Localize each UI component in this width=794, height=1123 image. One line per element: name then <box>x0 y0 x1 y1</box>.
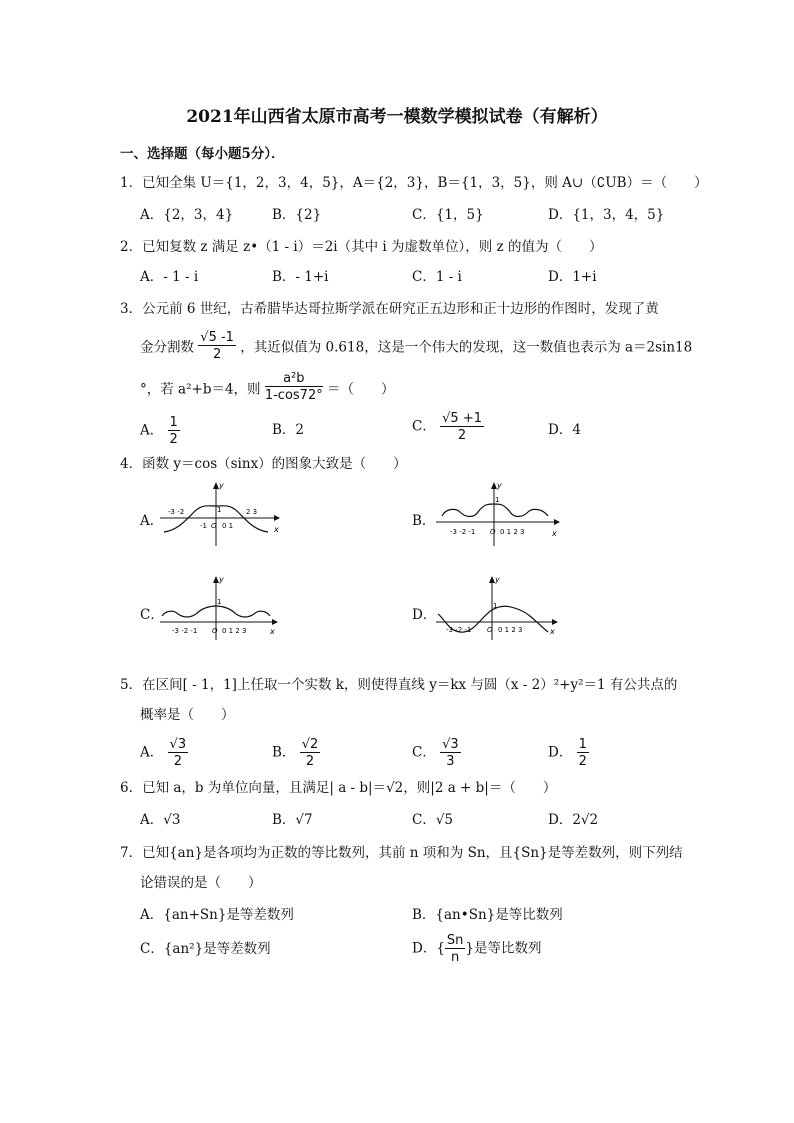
q5-option-d-numerator: 1 <box>578 737 587 752</box>
graph-c-y-label: y <box>219 576 224 584</box>
graph-a-x-label: x <box>274 525 279 534</box>
graph-d-pos-ticks: 0 1 2 3 <box>498 626 523 634</box>
graph-d-y-label: y <box>495 576 500 584</box>
graph-a-y-label: y <box>219 482 224 490</box>
q3-option-a-denominator: 2 <box>169 432 178 447</box>
q3-line1: 3．公元前 6 世纪，古希腊毕达哥拉斯学派在研究正五边形和正十边形的作图时，发现了黄 <box>120 301 659 317</box>
section-heading: 一、选择题（每小题5分）． <box>120 146 285 162</box>
graph-b-neg-ticks: -3 -2 -1 <box>450 528 476 536</box>
q4-stem: 4．函数 y＝cos（sinx）的图象大致是（ ） <box>120 456 407 472</box>
graph-b-curve <box>442 504 548 517</box>
q5-option-a-label: A． <box>140 744 164 761</box>
graph-d-x-arrow <box>552 619 558 625</box>
q1-option-b: B．{2} <box>272 207 322 223</box>
golden-ratio-numerator: √5 -1 <box>200 330 234 345</box>
q7-line2: 论错误的是（ ） <box>140 875 262 891</box>
q3-option-c-denominator: 2 <box>457 428 467 443</box>
q6-option-c: C．√5 <box>412 812 454 828</box>
q1-stem: 1．已知全集 U＝{1，2，3，4，5}，A＝{2，3}，B＝{1，3，5}，则 A∪（∁UB）＝（ ） <box>120 175 708 191</box>
q7-line1: 7．已知{an}是各项均为正数的等比数列，其前 n 项和为 Sn，且{Sn}是等差数列，则下列结 <box>120 845 683 861</box>
q1-option-c: C．{1，5} <box>412 207 484 223</box>
q5-option-d-denominator: 2 <box>578 754 587 769</box>
q2-stem: 2．已知复数 z 满足 z•（1 - i）＝2i（其中 i 为虚数单位），则 z 的值为（ ） <box>120 239 603 255</box>
q5-option-b-fraction <box>300 738 321 768</box>
q3-option-c-numerator: √5 +1 <box>442 411 482 426</box>
graph-d <box>436 576 560 640</box>
q5-line2: 概率是（ ） <box>140 707 235 723</box>
q5-line1: 5．在区间[ - 1，1]上任取一个实数 k，则使得直线 y＝kx 与圆（x - 2）²+y²＝1 有公共点的 <box>120 677 678 693</box>
q3-line2-post: ，其近似值为 0.618，这是一个伟大的发现，这一数值也表示为 a＝2sin18 <box>240 339 693 356</box>
q2-option-c: C．1 - i <box>412 269 462 285</box>
graph-d-origin: O <box>487 626 493 634</box>
q3-line3-post: ＝（ ） <box>327 381 395 398</box>
page-title: 2021年山西省太原市高考一模数学模拟试卷（有解析） <box>186 107 608 127</box>
q3-option-b: B．2 <box>272 422 305 438</box>
q3-expression-fraction <box>265 372 323 402</box>
q2-option-a: A．- 1 - i <box>140 269 199 285</box>
q5-option-d-label: D． <box>548 744 573 761</box>
q5-option-b-numerator: √2 <box>301 737 319 752</box>
graph-a-left-ticks: -3 -2 <box>168 508 185 516</box>
graph-c <box>160 576 280 640</box>
graph-d-x-label: x <box>550 627 555 636</box>
graph-b-x-arrow <box>554 519 560 525</box>
q6-option-a: A．√3 <box>140 812 181 828</box>
graph-c-x-label: x <box>270 627 275 636</box>
q7-option-a: A．{an+Sn}是等差数列 <box>140 907 294 923</box>
graph-c-origin: O <box>212 627 218 635</box>
q3-option-c-label: C． <box>412 418 436 435</box>
q5-option-a-numerator: √3 <box>169 737 187 752</box>
graph-b <box>436 482 562 546</box>
q4-option-a-label: A． <box>140 513 164 529</box>
q4-option-b-label: B． <box>412 513 436 529</box>
q3-option-c <box>412 412 484 442</box>
graph-c-neg-ticks: -3 -2 -1 <box>172 627 198 635</box>
q6-stem: 6．已知 a，b 为单位向量，且满足| a - b|＝√2，则|2 a + b|＝（ ） <box>120 780 557 796</box>
q4-option-c-label: C． <box>140 607 164 623</box>
q5-option-b-label: B． <box>272 744 296 761</box>
graph-b-origin: O <box>490 528 496 536</box>
q3-line2 <box>140 330 693 363</box>
golden-ratio-fraction <box>198 331 236 361</box>
graph-a-origin: O <box>211 522 217 530</box>
q3-expression-denominator: 1-cos72° <box>264 388 323 403</box>
q7-option-c: C．{an²}是等差数列 <box>140 941 271 957</box>
graph-a-pos-ticks: 0 1 <box>222 522 234 530</box>
graph-d-neg-ticks: -3 -2 -1 <box>446 626 472 634</box>
graph-a-x-arrow <box>274 515 280 521</box>
graph-b-x-label: x <box>552 529 557 538</box>
graph-a-one-label: 1 <box>217 506 222 514</box>
q3-line3 <box>140 371 395 405</box>
q7-option-d-denominator: n <box>451 950 460 965</box>
q5-option-c <box>412 738 461 768</box>
q5-option-c-fraction <box>440 738 461 768</box>
q5-option-a-fraction <box>168 738 189 768</box>
q5-option-d-fraction <box>577 738 589 768</box>
graph-c-pos-ticks: 0 1 2 3 <box>222 627 247 635</box>
golden-ratio-denominator: 2 <box>212 347 222 362</box>
q2-option-b: B．- 1+i <box>272 269 329 285</box>
q1-option-a: A．{2，3，4} <box>140 207 234 223</box>
q3-line2-pre: 金分割数 <box>140 339 194 356</box>
q7-option-d-label: D．{ <box>412 940 445 957</box>
q5-option-d <box>548 738 589 768</box>
q6-option-b: B．√7 <box>272 812 313 828</box>
graph-d-one-label: 1 <box>493 602 498 610</box>
q3-option-a-label: A． <box>140 422 164 439</box>
q3-option-a-numerator: 1 <box>169 415 178 430</box>
q5-option-c-label: C． <box>412 744 436 761</box>
q3-option-a <box>140 416 180 446</box>
graph-c-x-arrow <box>272 619 278 625</box>
q5-option-a <box>140 738 188 768</box>
q7-option-d <box>412 934 542 964</box>
q6-option-d: D．2√2 <box>548 812 599 828</box>
graph-b-pos-ticks: 0 1 2 3 <box>500 528 525 536</box>
q5-option-b <box>272 738 320 768</box>
q3-expression-numerator: a²b <box>265 372 323 387</box>
graph-a-neg1-tick: -1 <box>200 522 207 530</box>
q7-option-d-fraction <box>445 934 466 964</box>
q5-option-a-denominator: 2 <box>173 754 182 769</box>
q7-option-b: B．{an•Sn}是等比数列 <box>412 907 563 923</box>
graph-a-right-ticks: 2 3 <box>246 508 258 516</box>
q7-option-d-numerator: Sn <box>446 933 464 948</box>
q1-option-d: D．{1，3，4，5} <box>548 207 665 223</box>
graph-b-one-label: 1 <box>495 496 500 504</box>
q5-option-b-denominator: 2 <box>305 754 315 769</box>
q4-option-d-label: D． <box>412 607 437 623</box>
q3-option-d: D．4 <box>548 422 581 438</box>
graph-b-y-label: y <box>497 482 502 490</box>
q2-option-d: D．1+i <box>548 269 597 285</box>
q3-line3-pre: °，若 a²+b＝4，则 <box>140 381 261 398</box>
q5-option-c-denominator: 3 <box>446 754 455 769</box>
q3-option-c-fraction <box>440 412 484 442</box>
graph-c-one-label: 1 <box>217 598 222 606</box>
q7-option-d-post: }是等比数列 <box>465 940 542 957</box>
q3-option-a-fraction <box>168 416 180 446</box>
q5-option-c-numerator: √3 <box>442 737 459 752</box>
graph-a <box>160 482 280 546</box>
